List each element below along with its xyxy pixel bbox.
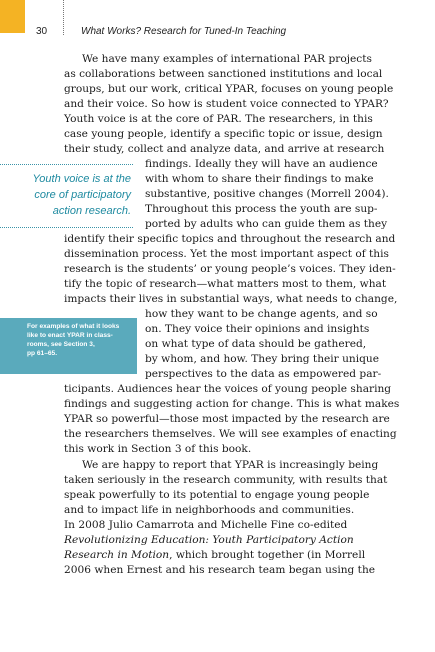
- callout-line: like to enact YPAR in class-: [27, 332, 113, 339]
- body-text-line: case young people, identify a specific topic or issue, design: [64, 128, 383, 140]
- book-title-fragment: Research in Motion: [64, 549, 170, 561]
- body-text-line: perspectives to the data as empowered par-: [145, 368, 382, 380]
- body-text-line: by whom, and how. They bring their unique: [145, 353, 380, 365]
- body-text-line: their study, collect and analyze data, and arrive at research: [64, 143, 385, 155]
- callout-line: For examples of what it looks: [27, 323, 120, 330]
- body-text-line: In 2008 Julio Camarrota and Michelle Fine co-edited: [64, 519, 348, 531]
- body-text-line: groups, but our work, critical YPAR, focuses on young people: [64, 83, 394, 95]
- body-text-line: research is the students’ or young people’s voices. They iden-: [64, 263, 396, 275]
- body-text-line: ported by adults who can guide them as they: [145, 218, 388, 230]
- body-text-line: dissemination process. Yet the most important aspect of this: [64, 248, 389, 260]
- body-text-line: findings and suggesting action for change. This is what makes: [64, 398, 400, 410]
- pull-quote-line: core of participatory: [34, 189, 131, 201]
- body-text-line: identify their specific topics and throughout the research and: [64, 233, 396, 245]
- body-text-line: with whom to share their findings to make: [145, 173, 374, 185]
- body-text-line: as collaborations between sanctioned institutions and local: [64, 68, 383, 80]
- section-color-tab: [0, 0, 25, 33]
- callout-line: pp 61–65.: [27, 350, 58, 357]
- body-text-line: on. They voice their opinions and insights: [145, 323, 370, 335]
- body-text-line: tify the topic of research—what matters most to them, what: [64, 278, 387, 290]
- book-title-line: Revolutionizing Education: Youth Participatory Action: [64, 534, 354, 546]
- body-text-line: YPAR so powerful—those most impacted by the research are: [64, 413, 390, 425]
- pull-quote-top-rule: [0, 164, 133, 165]
- body-text-line: 2006 when Ernest and his research team began using the: [64, 564, 376, 576]
- body-text-line: Youth voice is at the core of PAR. The researchers, in this: [64, 113, 373, 125]
- body-text-fragment: , which brought together (in Morrell: [169, 549, 366, 561]
- body-text-line: the researchers themselves. We will see examples of enacting: [64, 428, 397, 440]
- body-text-line: substantive, positive changes (Morrell 2004).: [145, 188, 389, 200]
- callout-line: rooms, see Section 3,: [27, 341, 95, 348]
- body-text-line: taken seriously in the research community, with results that: [64, 474, 388, 486]
- body-text-line: [64, 548, 365, 562]
- pull-quote-bottom-rule: [0, 227, 133, 228]
- body-text-line: speak powerfully to its potential to engage young people: [64, 489, 370, 501]
- body-text-line: on what type of data should be gathered,: [145, 338, 367, 350]
- pull-quote-line: action research.: [52, 205, 131, 217]
- body-text-line: and their voice. So how is student voice connected to YPAR?: [64, 98, 389, 110]
- body-text-line: and to impact life in neighborhoods and communities.: [64, 504, 355, 516]
- body-text-line: this work in Section 3 of this book.: [64, 443, 252, 455]
- running-head: What Works? Research for Tuned-In Teaching: [81, 26, 287, 37]
- body-text-line: findings. Ideally they will have an audience: [145, 158, 378, 170]
- body-text-line: ticipants. Audiences hear the voices of young people sharing: [64, 383, 392, 395]
- body-text-line: We are happy to report that YPAR is increasingly being: [82, 459, 379, 471]
- pull-quote-line: Youth voice is at the: [32, 173, 131, 185]
- body-text-line: Throughout this process the youth are sup-: [145, 203, 378, 215]
- body-text-line: We have many examples of international PAR projects: [82, 53, 372, 65]
- body-text-line: impacts their lives in substantial ways, what needs to change,: [64, 293, 398, 305]
- body-text-line: how they want to be change agents, and so: [145, 308, 378, 320]
- header-dotted-divider: [63, 0, 64, 35]
- page-number: 30: [36, 26, 48, 37]
